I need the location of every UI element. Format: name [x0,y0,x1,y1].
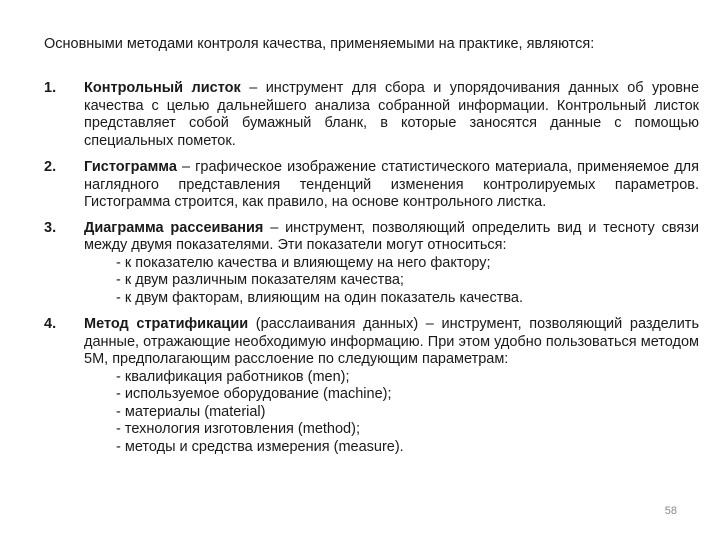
item-term: Гистограмма [84,159,177,175]
item-body [84,159,699,212]
item-term: Метод стратификации [84,316,249,332]
item-text: – графическое изображение статистического материала, применяемое для наглядного представления тенденций изменения контролируемых параметров. Гистограмма строится, как правило, на основе контрольного листка. [84,159,699,210]
item-body [84,220,699,308]
item-body [84,80,699,150]
sub-item: - технология изготовления (method); [116,421,360,437]
list-item-scatter-diagram [44,220,702,308]
item-term: Контрольный листок [84,80,241,96]
item-text: – инструмент для сбора и упорядочивания данных об уровне качества с целью дальнейшего анализа собранной информации. Контрольный листок представляет собой бумажный бланк, в которые заносятся данные с помощью специальных пометок. [84,80,700,149]
item-term: Диаграмма рассеивания [84,219,264,236]
item-number: 1. [44,80,57,96]
list-item-stratification [44,316,702,456]
item-text: (расслаивания данных) – инструмент, позволяющий разделить данные, отражающие необходимую информацию. При этом удобно пользоваться методом 5М, предполагающим расслоение по следующим параметрам: [84,316,700,367]
sub-item: - к двум различным показателям качества; [116,272,404,288]
item-text: – инструмент, позволяющий определить вид и тесноту связи между двумя показателями. Эти показатели могут относиться: [84,219,700,253]
sub-item: - материалы (material) [116,403,266,420]
sub-item: - квалификация работников (men); [116,368,350,385]
item-body [84,316,699,456]
sub-item: - используемое оборудование (machine); [116,386,392,402]
list-item-checklist [44,80,702,150]
sub-item: - к показателю качества и влияющему на него фактору; [116,254,491,271]
list-item-histogram [44,159,702,212]
intro-text: Основными методами контроля качества, применяемыми на практике, являются: [44,36,595,52]
page-number: 58 [664,505,677,517]
sub-item: - к двум факторам, влияющим на один показатель качества. [116,289,524,306]
item-number: 2. [44,159,57,175]
item-number: 3. [44,219,57,236]
methods-list [44,80,702,456]
item-number: 4. [44,316,57,332]
sub-item: - методы и средства измерения (measure). [116,438,404,455]
